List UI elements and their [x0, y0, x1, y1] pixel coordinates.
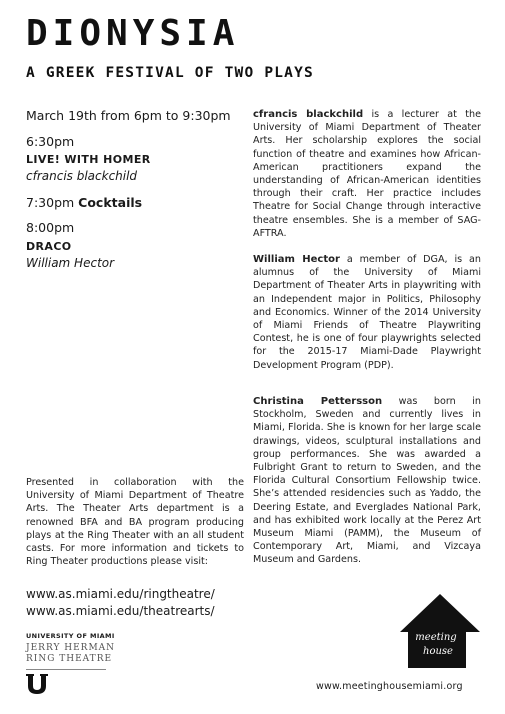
ring-theatre-logo-text: JERRY HERMAN RING THEATRE: [26, 643, 116, 664]
ringtheatre-link[interactable]: www.as.miami.edu/ringtheatre/: [26, 587, 215, 601]
um-logo-text: UNIVERSITY OF MIAMI: [26, 632, 115, 640]
svg-text:house: house: [423, 646, 453, 657]
bio-christina: [253, 395, 481, 567]
page-subtitle: A GREEK FESTIVAL OF TWO PLAYS: [26, 65, 314, 81]
event-2-title: Cocktails: [78, 195, 143, 210]
collaboration-text: Presented in collaboration with the University of Miami Department of Theatre Arts. The Theater Arts department is a renowned BFA and BA program producing plays at the Ring Theater with an all student casts. For more information and tickets to Ring Theater productions please visit:: [26, 477, 244, 568]
theatrearts-link[interactable]: www.as.miami.edu/theatrearts/: [26, 604, 215, 618]
bio-william: [253, 253, 481, 372]
bio-cfrancis: [253, 108, 481, 240]
event-2: [26, 195, 244, 211]
bio-cfrancis-text: is a lecturer at the University of Miami Department of Theater Arts. Her scholarship explores the social function of theatre and examines how African-American practitioners expand the understanding of African-American identities through their craft. Her practice includes Theatre for Social Change through interactive theatre ensembles. She is a member of SAG-AFTRA.: [253, 109, 481, 239]
event-3-author: William Hector: [26, 256, 115, 270]
meeting-house-logo-icon: [400, 594, 480, 668]
event-1-author: cfrancis blackchild: [26, 169, 138, 183]
um-u-icon: [26, 674, 48, 694]
meeting-house-website-link[interactable]: www.meetinghousemiami.org: [316, 681, 463, 692]
bio-christina-name: Christina Pettersson: [253, 396, 383, 407]
event-1-title: LIVE! WITH HOMER: [26, 153, 151, 166]
bio-christina-text: was born in Stockholm, Sweden and currently lives in Miami, Florida. She is known for her large scale drawings, videos, sculptural installations and group performances. She was awarded a Fulbright Grant to return to Sweden, and the Florida Cultural Consortium Fellowship twice. She’s attended residencies such as Yaddo, the Deering Estate, and Everglades National Park, and has exhibited work locally at the Perez Art Museum Miami (PAMM), the Museum of Contemporary Art, Miami, and Vizcaya Museum and Gardens.: [253, 396, 481, 566]
event-2-time: 7:30pm: [26, 195, 75, 210]
svg-text:meeting: meeting: [415, 632, 457, 643]
event-3-title: DRACO: [26, 240, 72, 253]
page-title: DIONYSIA: [26, 13, 240, 54]
event-date: March 19th from 6pm to 9:30pm: [26, 108, 231, 123]
logo-divider: [26, 669, 106, 670]
bio-cfrancis-name: cfrancis blackchild: [253, 109, 364, 120]
event-1-time: 6:30pm: [26, 134, 75, 149]
bio-william-text: a member of DGA, is an alumnus of the University of Miami Department of Theater Arts in playwriting with an Independent major in Politics, Philosophy and Economics. Winner of the 2014 University of Miami Friends of Theatre Playwriting Contest, he is one of four playwrights selected for the 2015-17 Miami-Dade Playwright Development Program (PDP).: [253, 254, 481, 371]
event-3-time: 8:00pm: [26, 220, 75, 235]
bio-william-name: William Hector: [253, 254, 340, 265]
